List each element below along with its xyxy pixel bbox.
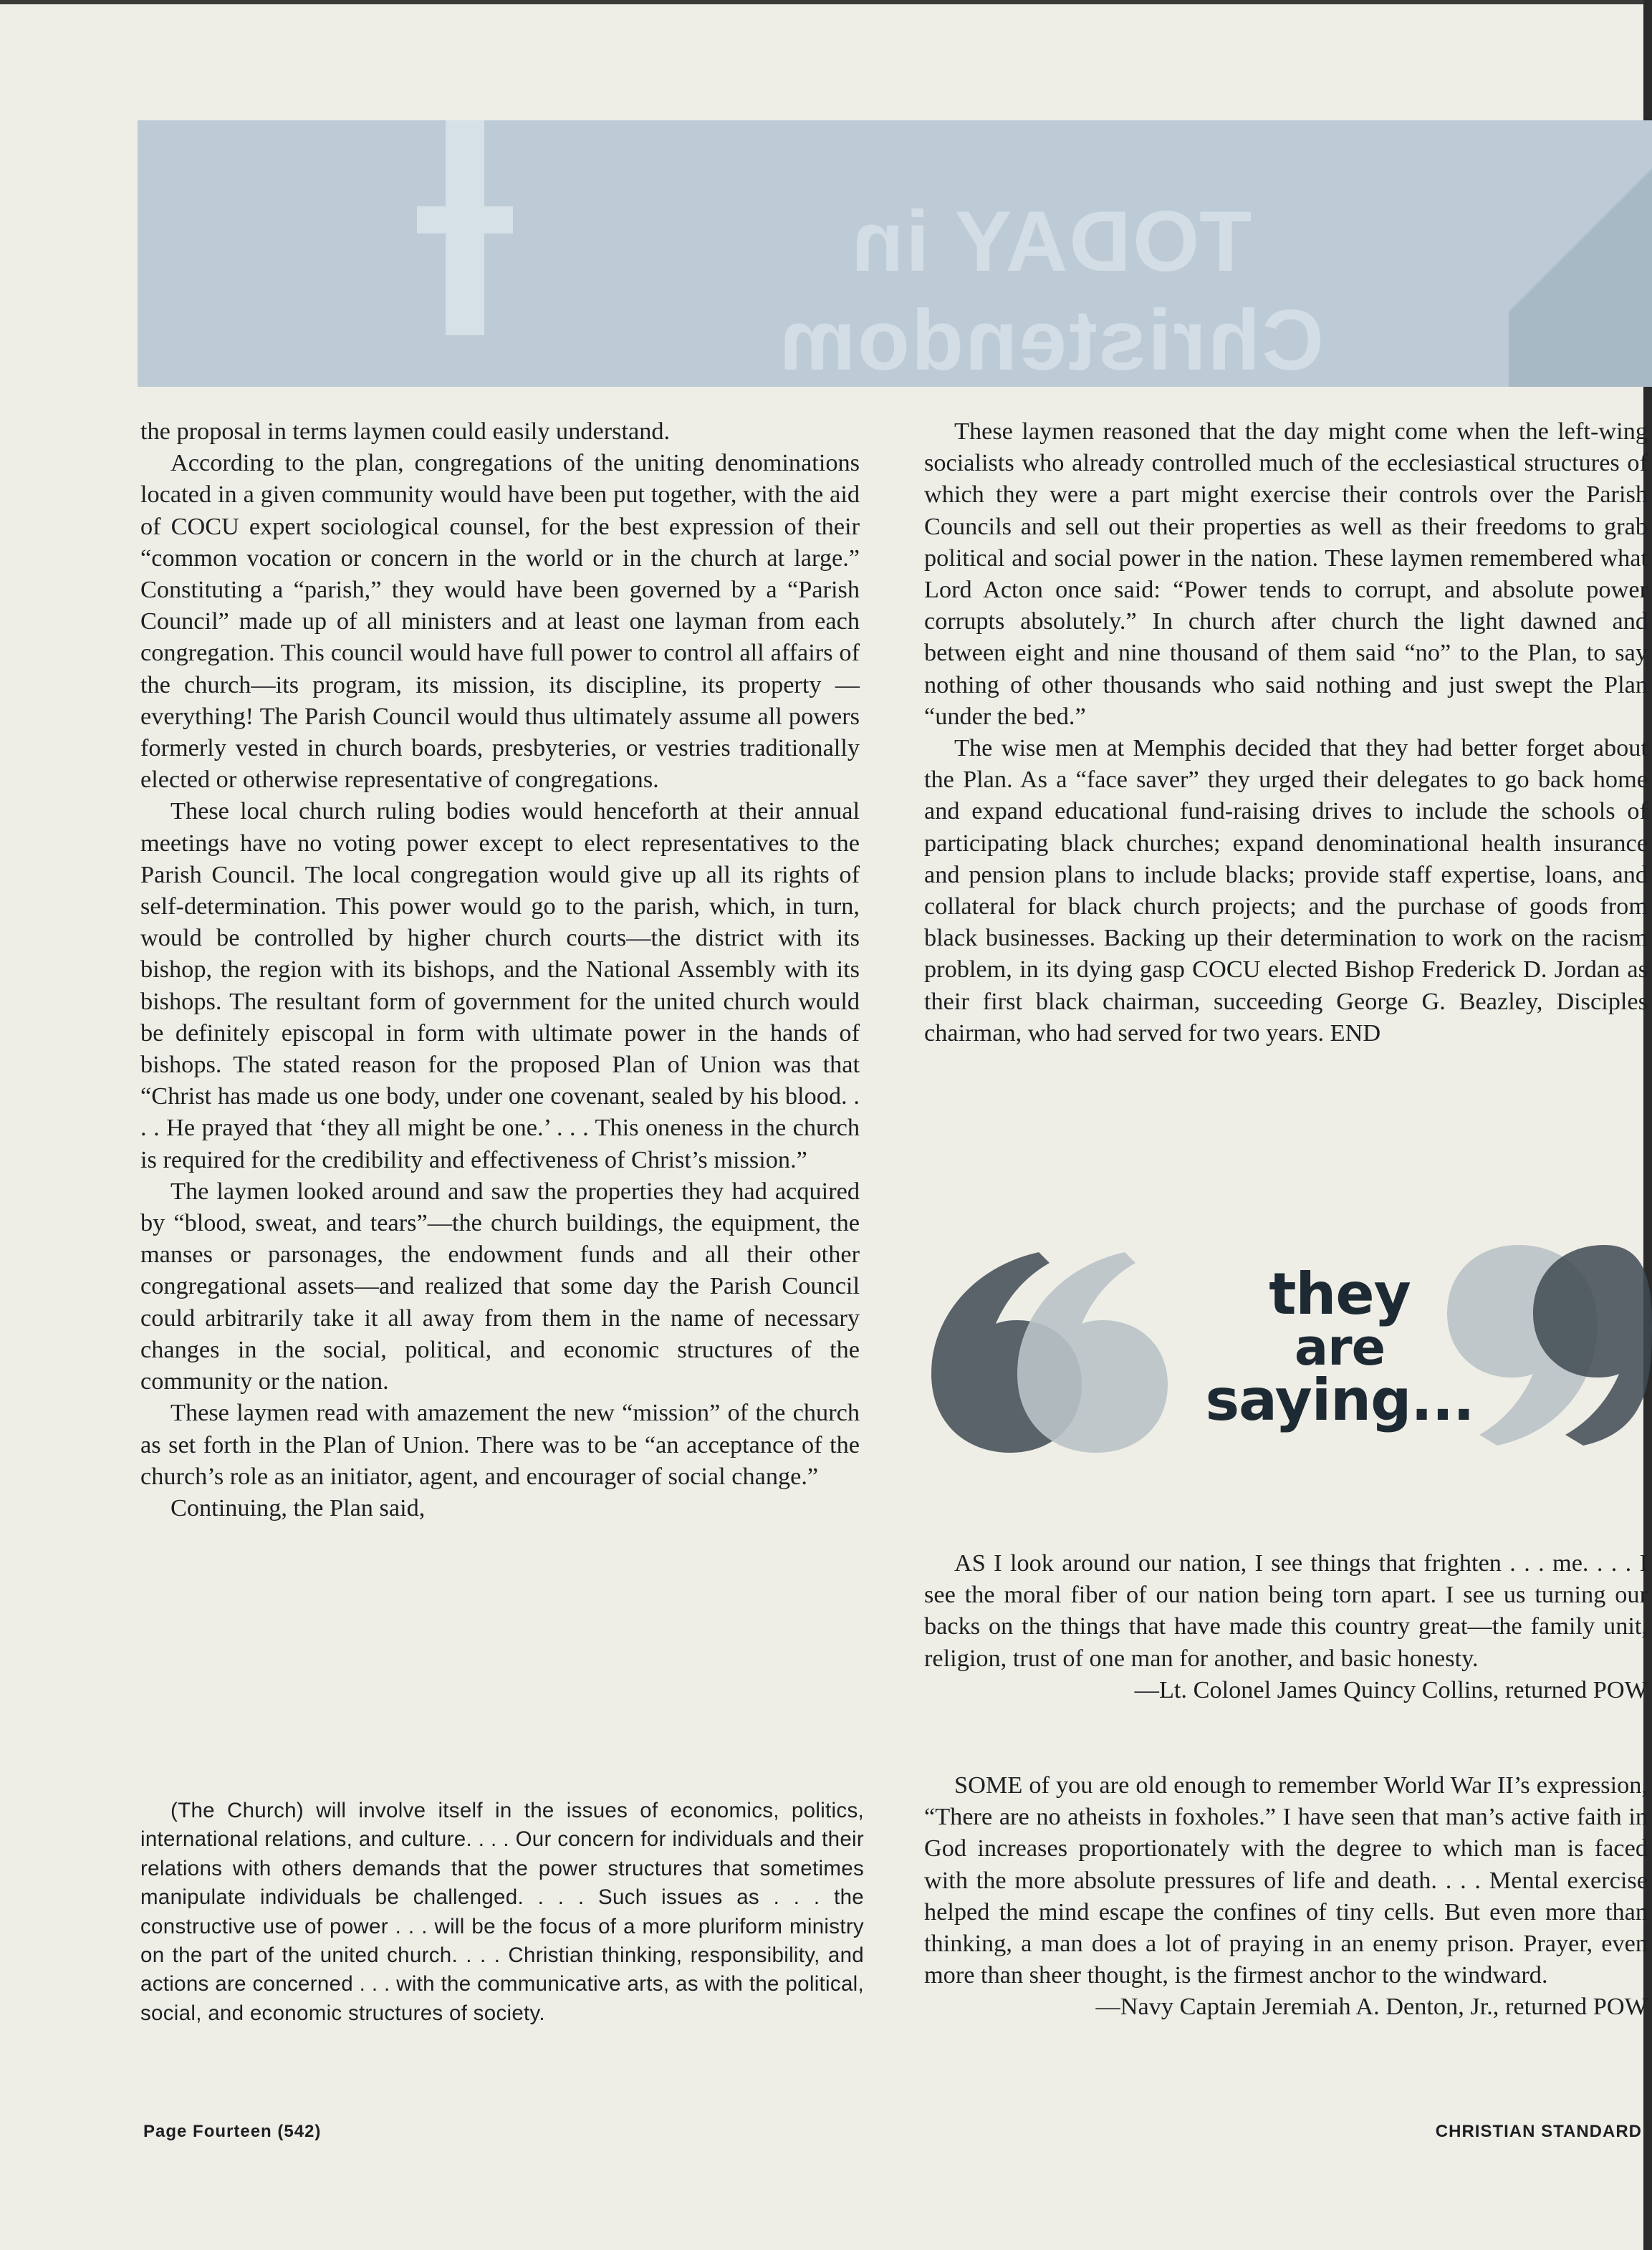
left-column	[140, 415, 860, 1524]
paragraph: According to the plan, congregations of the uniting denominations located in a given community would have been put together, with the aid of COCU expert sociological counsel, for the best expression of their “common vocation or concern in the world or in the church at large.” Constituting a “parish,” they would have been governed by a “Parish Council” made up of all ministers and at least one layman from each congregation. This council would have full power to control all affairs of the church—its program, its mission, its discipline, its property —everything! The Parish Council would thus ultimately assume all powers formerly vested in church boards, presbyteries, or vestries traditionally elected or otherwise representative of congregations.	[140, 449, 860, 794]
paragraph: These laymen reasoned that the day might come when the left-wing socialists who already controlled much of the ecclesiastical structures of which they were a part might exercise their controls over the Parish Councils and sell out their properties as well as their freedoms to grab political and social power in the nation. These laymen remembered what Lord Acton once said: “Power tends to corrupt, and absolute power corrupts absolutely.” In church after church the light dawned and between eight and nine thousand of them said “no” to the Plan, to say nothing of other thousands who said nothing and just swept the Plan “under the bed.”	[924, 418, 1648, 730]
publication-name-footer: CHRISTIAN STANDARD	[1435, 2122, 1642, 2141]
heading-line: saying...	[1205, 1367, 1474, 1433]
quote-attribution: —Navy Captain Jeremiah A. Denton, Jr., returned POW	[1095, 1993, 1648, 2021]
section-banner	[138, 120, 1652, 387]
paragraph: The laymen looked around and saw the properties they had acquired by “blood, sweat, and tears”—the church buildings, the equipment, the manses or parsonages, the endowment funds and all their other congregational assets—and realized that some day the Parish Council could arbitrarily take it all away from them in the name of necessary changes in the social, political, and economic structures of the community or the nation.	[140, 1177, 860, 1395]
banner-title: TODAY in Christendom	[777, 193, 1325, 388]
banner-decoration	[1509, 163, 1652, 387]
block-quote-text: (The Church) will involve itself in the issues of economics, politics, international relations, and culture. . . . Our concern for individuals and their relations with others demands that the power structures that sometimes manipulate individuals be challenged. . . . Such issues as . . . the constructive use of power . . . will be the focus of a more pluriform ministry on the part of the united church. . . . Christian thinking, responsibility, and actions are concerned . . . with the communicative arts, as with the political, social, and economic structures of society.	[140, 1799, 864, 2025]
they-are-saying-heading	[1196, 1261, 1483, 1433]
paragraph: the proposal in terms laymen could easily understand.	[140, 418, 671, 445]
plan-block-quote	[140, 1797, 864, 2028]
paragraph: Continuing, the Plan said,	[171, 1494, 426, 1521]
cross-icon-bar	[417, 206, 513, 234]
paragraph: These laymen read with amazement the new “mission” of the church as set forth in the Plan of Union. There was to be “an acceptance of the church’s role as an initiator, agent, and encourager of social change.”	[140, 1399, 860, 1490]
quote-denton	[924, 1769, 1648, 2023]
page-top-edge	[0, 0, 1652, 4]
paragraph: These local church ruling bodies would henceforth at their annual meetings have no voting power except to elect representatives to the Parish Council. The local congregation would give up all its rights of self-determination. This power would go to the parish, which, in turn, would be controlled by higher church courts—the district with its bishop, the region with its bishops, and the National Assembly with its bishops. The resultant form of government for the united church would be definitely episcopal in form with ultimate power in the hands of bishops. The stated reason for the proposed Plan of Union was that “Christ has made us one body, under one covenant, sealed by his blood. . . . He prayed that ‘they all might be one.’ . . . This oneness in the church is required for the credibility and effectiveness of Christ’s mission.”	[140, 797, 860, 1173]
heading-line: they	[1269, 1261, 1411, 1327]
quote-text: SOME of you are old enough to remember World War II’s expression, “There are no atheists in foxholes.” I have seen that man’s active faith in God increases proportionately with the degree to which man is faced with the more absolute pressures of life and death. . . . Mental exercise helped the mind escape the confines of tiny cells. But even more than thinking, a man does a lot of praying in an enemy prison. Prayer, even more than sheer thought, is the firmest anchor to the windward.	[924, 1771, 1648, 1989]
quote-collins	[924, 1547, 1648, 1706]
heading-line: are	[1294, 1318, 1386, 1377]
right-column	[924, 415, 1648, 1049]
paragraph: The wise men at Memphis decided that they had better forget about the Plan. As a “face saver” they urged their delegates to go back home and expand educational fund-raising drives to include the schools of participating black churches; expand denominational health insurance and pension plans to include blacks; provide staff expertise, loans, and collateral for black church projects; and the purchase of goods from black businesses. Backing up their determination to work on the racism problem, in its dying gasp COCU elected Bishop Frederick D. Jordan as their first black chairman, succeeding George G. Beazley, Disciples chairman, who had served for two years. END	[924, 734, 1648, 1047]
quote-attribution: —Lt. Colonel James Quincy Collins, returned POW	[1134, 1676, 1648, 1703]
quote-text: AS I look around our nation, I see things that frighten . . . me. . . . I see the moral fiber of our nation being torn apart. I see us turning our backs on the things that have made this country great—the family unit, religion, trust of one man for another, and basic honesty.	[924, 1549, 1648, 1672]
open-quote-mark-icon	[931, 1252, 1168, 1453]
page-number-footer: Page Fourteen (542)	[143, 2122, 322, 2141]
